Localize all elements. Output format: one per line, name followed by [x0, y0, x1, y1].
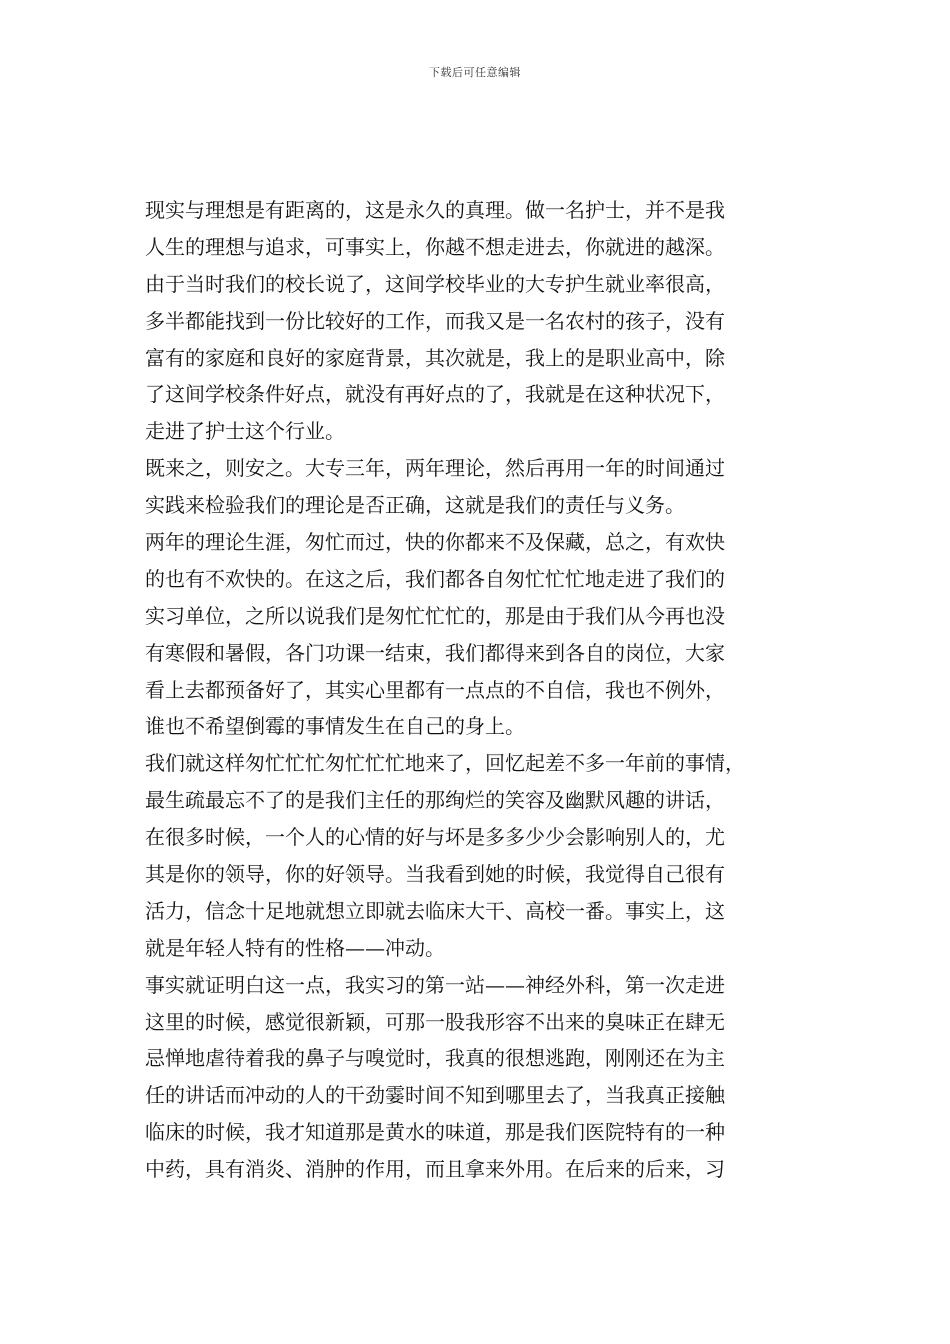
text-line: 有寒假和暑假，各门功课一结束，我们都得来到各自的岗位，大家: [145, 640, 725, 665]
text-line: 既来之，则安之。大专三年，两年理论，然后再用一年的时间通过: [145, 456, 725, 481]
text-line: 活力，信念十足地就想立即就去临床大干、高校一番。事实上，这: [145, 898, 725, 923]
text-line: 中药，具有消炎、消肿的作用，而且拿来外用。在后来的后来，习: [145, 1157, 725, 1182]
text-line: 实践来检验我们的理论是否正确，这就是我们的责任与义务。: [145, 493, 685, 518]
text-line: 人生的理想与追求，可事实上，你越不想走进去，你就进的越深。: [145, 234, 725, 259]
text-line: 谁也不希望倒霉的事情发生在自己的身上。: [145, 714, 525, 739]
text-line: 我们就这样匆忙忙忙匆忙忙忙地来了，回忆起差不多一年前的事情，: [145, 751, 745, 776]
text-line: 最生疏最忘不了的是我们主任的那绚烂的笑容及幽默风趣的讲话，: [145, 788, 725, 813]
text-line: 现实与理想是有距离的，这是永久的真理。做一名护士，并不是我: [145, 198, 725, 222]
text-line: 实习单位，之所以说我们是匆忙忙忙的，那是由于我们从今再也没: [145, 603, 725, 628]
text-line: 的也有不欢快的。在这之后，我们都各自匆忙忙忙地走进了我们的: [145, 566, 725, 591]
text-line: 两年的理论生涯，匆忙而过，快的你都来不及保藏，总之，有欢快: [145, 530, 725, 555]
text-line: 走进了护士这个行业。: [145, 419, 345, 444]
text-line: 由于当时我们的校长说了，这间学校毕业的大专护生就业率很高，: [145, 271, 725, 296]
text-line: 看上去都预备好了，其实心里都有一点点的不自信，我也不例外，: [145, 677, 725, 702]
text-line: 临床的时候，我才知道那是黄水的味道，那是我们医院特有的一种: [145, 1120, 725, 1145]
page-header: 下载后可任意编辑: [429, 66, 521, 79]
text-line: 多半都能找到一份比较好的工作，而我又是一名农村的孩子，没有: [145, 308, 725, 333]
text-line: 富有的家庭和良好的家庭背景，其次就是，我上的是职业高中，除: [145, 345, 725, 370]
text-line: 其是你的领导，你的好领导。当我看到她的时候，我觉得自己很有: [145, 862, 725, 887]
text-line: 就是年轻人特有的性格——冲动。: [145, 935, 445, 960]
text-line: 任的讲话而冲动的人的干劲霎时间不知到哪里去了，当我真正接触: [145, 1083, 725, 1108]
text-line: 忌惮地虐待着我的鼻子与嗅觉时，我真的很想逃跑，刚刚还在为主: [145, 1046, 725, 1071]
text-line: 这里的时候，感觉很新颖，可那一股我形容不出来的臭味正在肆无: [145, 1009, 725, 1034]
text-line: 事实就证明白这一点，我实习的第一站——神经外科，第一次走进: [145, 972, 725, 997]
text-line: 了这间学校条件好点，就没有再好点的了，我就是在这种状况下，: [145, 382, 725, 407]
body-text: [145, 192, 825, 1188]
text-line: 在很多时候，一个人的心情的好与坏是多多少少会影响别人的，尤: [145, 825, 725, 850]
